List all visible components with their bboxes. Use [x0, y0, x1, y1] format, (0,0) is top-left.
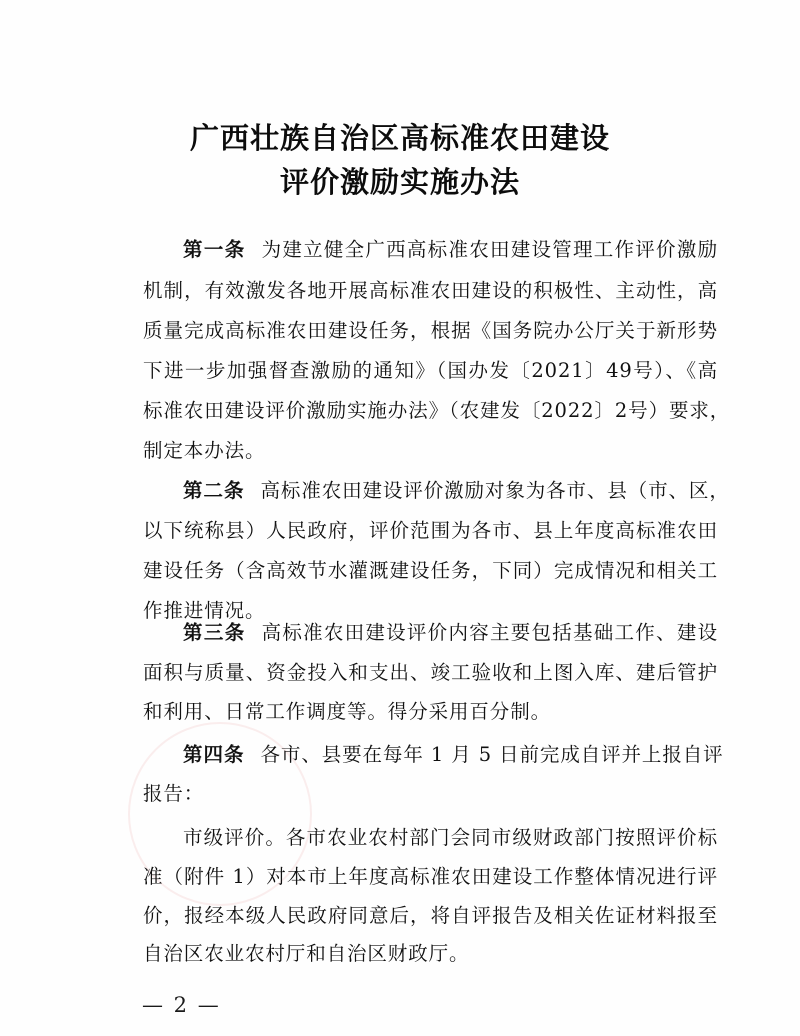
article-2-line-2: 以下统称县）人民政府，评价范围为各市、县上年度高标准农田: [143, 519, 718, 542]
article-1-text-1: 为建立健全广西高标准农田建设管理工作评价激励: [261, 238, 718, 261]
paragraph-5-line-2: 准（附件 1）对本市上年度高标准农田建设工作整体情况进行评: [143, 865, 718, 888]
article-1-line-3: 质量完成高标准农田建设任务，根据《国务院办公厅关于新形势: [143, 319, 718, 342]
article-1-line-1: [183, 234, 718, 266]
paragraph-5-line-1: 市级评价。各市农业农村部门会同市级财政部门按照评价标: [183, 826, 718, 849]
document-title-line-2: 评价激励实施办法: [279, 165, 520, 199]
article-2-line-3: 建设任务（含高效节水灌溉建设任务，下同）完成情况和相关工: [143, 559, 718, 582]
article-1-line-2: 机制，有效激发各地开展高标准农田建设的积极性、主动性，高: [143, 279, 718, 302]
article-1-line-4: 下进一步加强督查激励的通知》（国办发〔2021〕49号）、《高: [143, 359, 718, 382]
article-3-label: 第三条: [183, 621, 246, 644]
page-number: — 2 —: [142, 993, 221, 1017]
article-2-label: 第二条: [183, 479, 245, 502]
document-title-line-1: 广西壮族自治区高标准农田建设: [189, 121, 610, 155]
article-2-line-1: [183, 475, 730, 507]
article-3-line-2: 面积与质量、资金投入和支出、竣工验收和上图入库、建后管护: [143, 661, 718, 684]
article-2-line-4: 作推进情况。: [143, 599, 266, 622]
article-3-line-3: 和利用、日常工作调度等。得分采用百分制。: [143, 700, 552, 723]
article-1-line-5: 标准农田建设评价激励实施办法》（农建发〔2022〕2号）要求，: [143, 399, 731, 422]
article-4-line-2: 报告：: [143, 782, 205, 805]
article-1-label: 第一条: [183, 238, 246, 261]
article-2-text-1: 高标准农田建设评价激励对象为各市、县（市、区，: [260, 479, 730, 502]
article-3-text-1: 高标准农田建设评价内容主要包括基础工作、建设: [261, 621, 718, 644]
article-4-line-1: [183, 739, 724, 771]
article-4-label: 第四条: [183, 743, 245, 766]
article-1-line-6: 制定本办法。: [143, 439, 266, 462]
article-3-line-1: [183, 617, 718, 649]
paragraph-5-line-3: 价，报经本级人民政府同意后，将自评报告及相关佐证材料报至: [143, 904, 718, 927]
article-4-text-1: 各市、县要在每年 1 月 5 日前完成自评并上报自评: [260, 743, 724, 766]
paragraph-5-line-4: 自治区农业农村厅和自治区财政厅。: [143, 942, 470, 965]
